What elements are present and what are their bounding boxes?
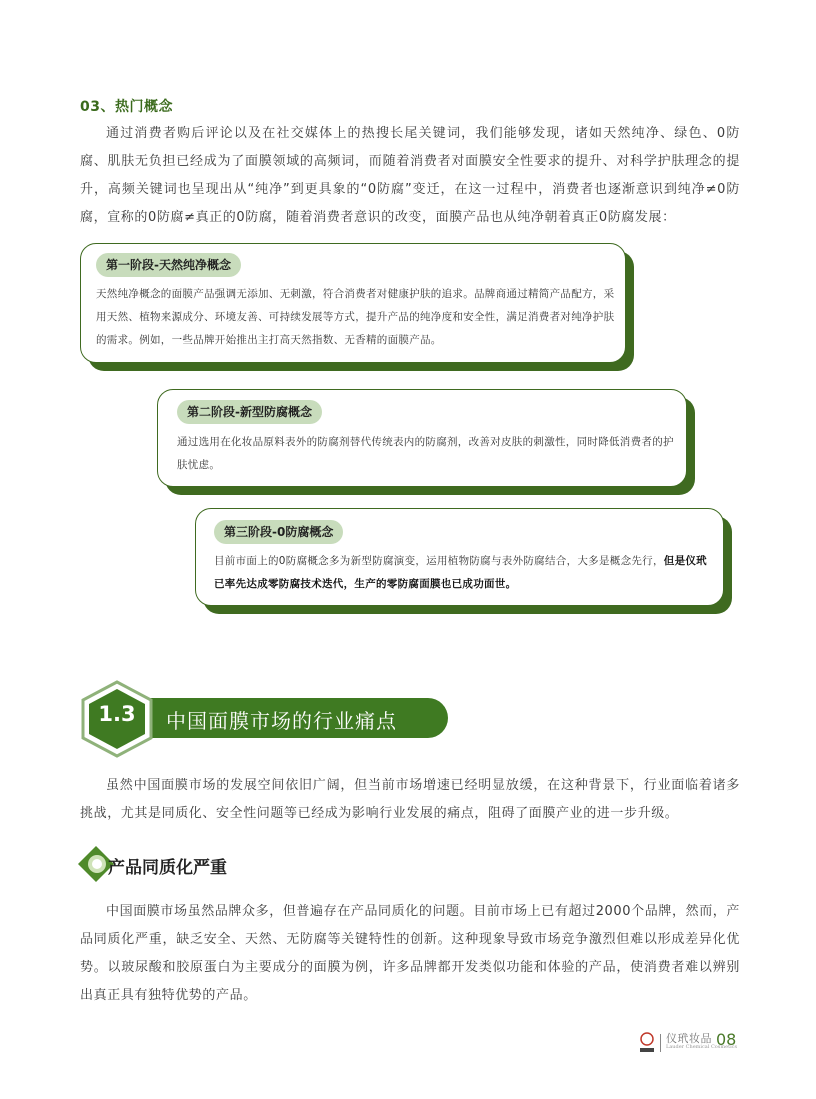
chapter-title: 中国面膜市场的行业痛点 bbox=[166, 709, 397, 733]
stage-tag: 第三阶段-0防腐概念 bbox=[214, 520, 343, 544]
footer-divider bbox=[660, 1034, 661, 1052]
section-heading: 03、热门概念 bbox=[80, 99, 173, 115]
footer-brand: 仪玳妆品 bbox=[666, 1032, 712, 1045]
subsection-title: 产品同质化严重 bbox=[108, 858, 227, 878]
stage-card-2 bbox=[157, 389, 687, 487]
stage-text-bold: 但是仪玳已率先达成零防腐技术迭代，生产的零防腐面膜也已成功面世。 bbox=[214, 555, 707, 590]
stage-text-normal: 目前市面上的0防腐概念多为新型防腐演变，运用植物防腐与表外防腐结合，大多是概念先行， bbox=[214, 555, 664, 567]
chapter-number: 1.3 bbox=[98, 702, 136, 726]
stage-text bbox=[214, 550, 714, 596]
section-intro-paragraph: 通过消费者购后评论以及在社交媒体上的热搜长尾关键词，我们能够发现，诸如天然纯净、绿色、0防腐、肌肤无负担已经成为了面膜领域的高频词，而随着消费者对面膜安全性要求的提升、对科学护肤理念的提升，高频关键词也呈现出从“纯净”到更具象的“0防腐”变迁，在这一过程中，消费者也逐渐意识到纯净≠0防腐，宣称的0防腐≠真正的0防腐，随着消费者意识的改变，面膜产品也从纯净朝着真正0防腐发展： bbox=[80, 126, 740, 225]
chapter-intro-paragraph: 虽然中国面膜市场的发展空间依旧广阔，但当前市场增速已经明显放缓，在这种背景下，行业面临着诸多挑战，尤其是同质化、安全性问题等已经成为影响行业发展的痛点，阻碍了面膜产业的进一步升级。 bbox=[80, 778, 740, 821]
stage-tag: 第一阶段-天然纯净概念 bbox=[96, 253, 241, 277]
stage-card-3 bbox=[195, 508, 724, 606]
stage-text: 天然纯净概念的面膜产品强调无添加、无刺激，符合消费者对健康护肤的追求。品牌商通过精简产品配方，采用天然、植物来源成分、环境友善、可持续发展等方式，提升产品的纯净度和安全性，满足消费者对纯净护肤的需求。例如，一些品牌开始推出主打高天然指数、无香精的面膜产品。 bbox=[96, 288, 615, 346]
subsection-paragraph: 中国面膜市场虽然品牌众多，但普遍存在产品同质化的问题。目前市场上已有超过2000个品牌，然而，产品同质化严重，缺乏安全、天然、无防腐等关键特性的创新。这种现象导致市场竞争激烈但难以形成差异化优势。以玻尿酸和胶原蛋白为主要成分的面膜为例，许多品牌都开发类似功能和体验的产品，使消费者难以辨别出真正具有独特优势的产品。 bbox=[80, 904, 740, 1003]
footer-brand-sub: Lauder Chemical Cosmetics bbox=[666, 1044, 738, 1050]
brand-logo-icon bbox=[638, 1032, 656, 1054]
stage-tag: 第二阶段-新型防腐概念 bbox=[177, 400, 322, 424]
page-number: 08 bbox=[716, 1030, 737, 1049]
stage-card-1 bbox=[80, 243, 626, 363]
stage-text: 通过选用在化妆品原料表外的防腐剂替代传统表内的防腐剂，改善对皮肤的刺激性，同时降低消费者的护肤忧虑。 bbox=[177, 436, 674, 471]
